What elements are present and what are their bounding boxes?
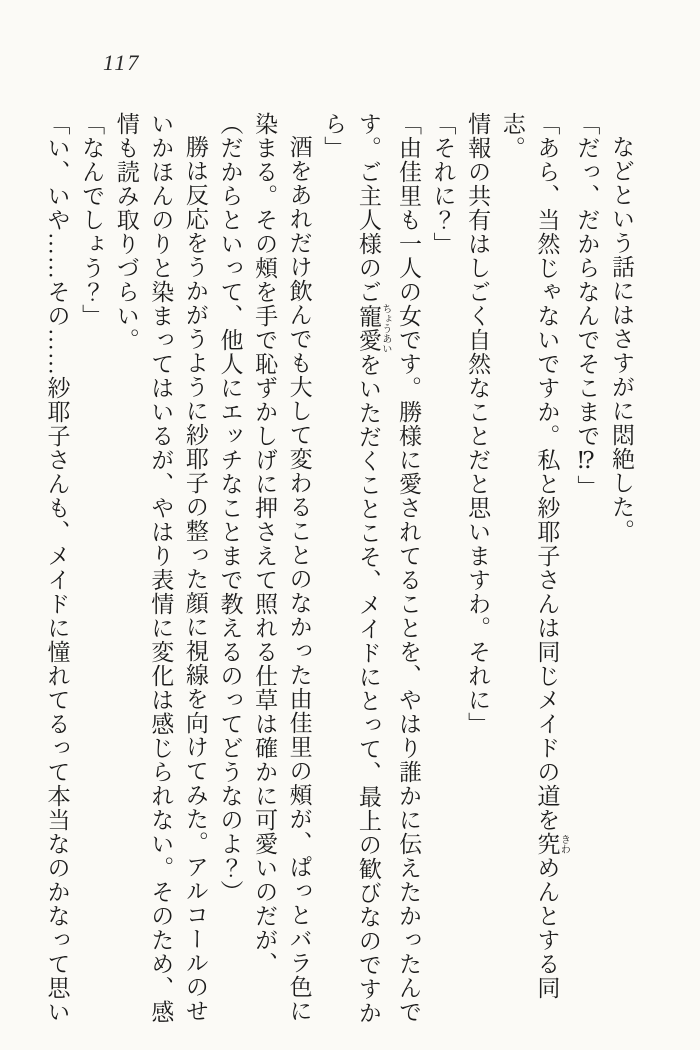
text-column: ら」 <box>321 112 347 160</box>
text-column: 「それに？」 <box>430 112 456 256</box>
text-column: （だからといって、他人にエッチなことまで教えるのってどうなのよ？） <box>217 112 243 904</box>
text-column: 「だっ、だからなんでそこまで⁉」 <box>574 112 600 499</box>
text-column: 「なんでしょう？」 <box>79 112 105 328</box>
text-block <box>39 112 638 1040</box>
text-column: などという話にはさすがに悶絶した。 <box>609 135 634 543</box>
ruby-annotated-word: 究 きわ <box>534 832 570 856</box>
text-column: 酒をあれだけ飲んでも大して変わることのなかった由佳里の頰が、ぱっとバラ色に <box>286 135 312 1023</box>
text-column: 情報の共有はしごく自然なことだと思いますわ。それに」 <box>465 112 491 736</box>
text-column: 「あら、当然じゃないですか。私と紗耶子さんは同じメイドの道を究 きわめんとする同志。 <box>499 112 570 1000</box>
text-column: 「由佳里も一人の女です。勝様に愛されてることを、やはり誰かに伝えたかったんで <box>395 112 421 1024</box>
text-column: 情も読み取りづらい。 <box>113 112 139 352</box>
text-column: 「い、いや……その……紗耶子さんも、メイドに憧れてるって本当なのかなって思い <box>44 112 70 1024</box>
text-column: 勝は反応をうかがうように紗耶子の整った顔に視線を向けてみた。アルコールのせ <box>182 135 208 1023</box>
text-column: 染まる。その頰を手で恥ずかしげに押さえて照れる仕草は確かに可愛いのだが、 <box>252 112 278 976</box>
text-column: いかほんのりと染まってはいるが、やはり表情に変化は感じられない。そのため、感 <box>148 112 174 1024</box>
ruby-annotated-word: 寵愛 ちょうあい <box>355 303 391 354</box>
page-number: 117 <box>103 50 141 75</box>
text-column: す。ご主人様のご寵愛 ちょうあいをいただくことこそ、メイドにとって、最上の歓びなのですか <box>355 112 391 1025</box>
